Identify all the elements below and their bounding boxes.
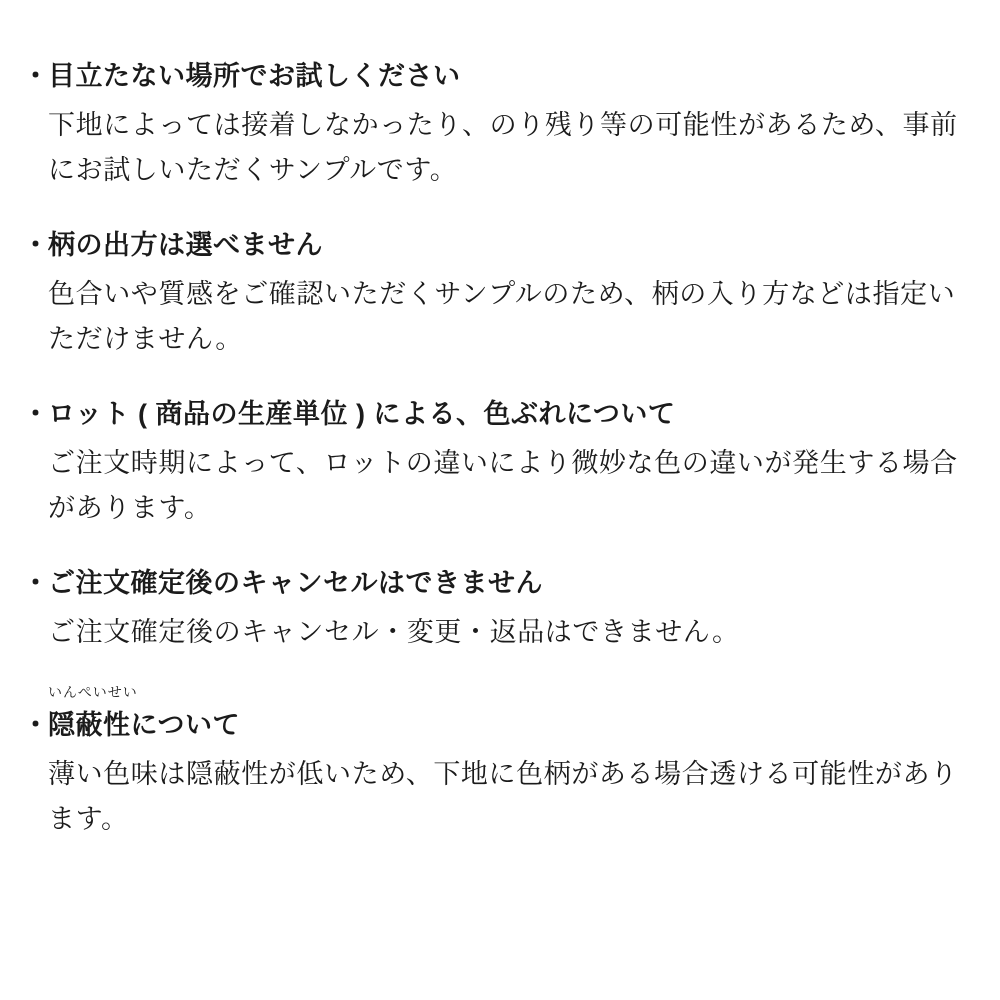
notice-heading: ご注文確定後のキャンセルはできません	[48, 568, 543, 598]
notice-body: 下地によっては接着しなかったり、のり残り等の可能性があるため、事前にお試しいただくサンプルです。	[48, 110, 958, 185]
notice-heading	[48, 684, 240, 743]
notice-heading-row-1	[22, 58, 974, 94]
notice-section-5	[22, 684, 974, 842]
bullet-icon: ・	[22, 568, 49, 598]
notice-heading: 柄の出方は選べません	[48, 230, 323, 260]
bullet-icon: ・	[22, 230, 49, 260]
ruby-annotated-term	[48, 684, 138, 743]
ruby-reading: いんぺいせい	[48, 684, 138, 700]
notice-body: 色合いや質感をご確認いただくサンプルのため、柄の入り方などは指定いただけません。	[48, 279, 956, 354]
notice-section-2	[22, 227, 974, 362]
notice-heading-row-2	[22, 227, 974, 263]
notice-section-4	[22, 565, 974, 655]
bullet-icon: ・	[22, 61, 49, 91]
notice-section-3	[22, 396, 974, 531]
notice-heading-rest: について	[130, 710, 240, 740]
notice-heading: 目立たない場所でお試しください	[48, 61, 461, 91]
notice-heading-row-5	[22, 684, 974, 743]
bullet-icon: ・	[22, 399, 49, 429]
notice-body: 薄い色味は隠蔽性が低いため、下地に色柄がある場合透ける可能性があります。	[48, 759, 958, 834]
notice-heading-row-3	[22, 396, 974, 432]
ruby-base: 隠蔽性	[48, 710, 131, 740]
notice-body: ご注文確定後のキャンセル・変更・返品はできません。	[48, 617, 740, 647]
notice-section-1	[22, 58, 974, 193]
bullet-icon: ・	[22, 710, 49, 740]
ruby-spacer	[22, 689, 974, 707]
notice-body: ご注文時期によって、ロットの違いにより微妙な色の違いが発生する場合があります。	[48, 448, 958, 523]
notice-heading: ロット ( 商品の生産単位 ) による、色ぶれについて	[48, 399, 676, 429]
notice-heading-row-4	[22, 565, 974, 601]
